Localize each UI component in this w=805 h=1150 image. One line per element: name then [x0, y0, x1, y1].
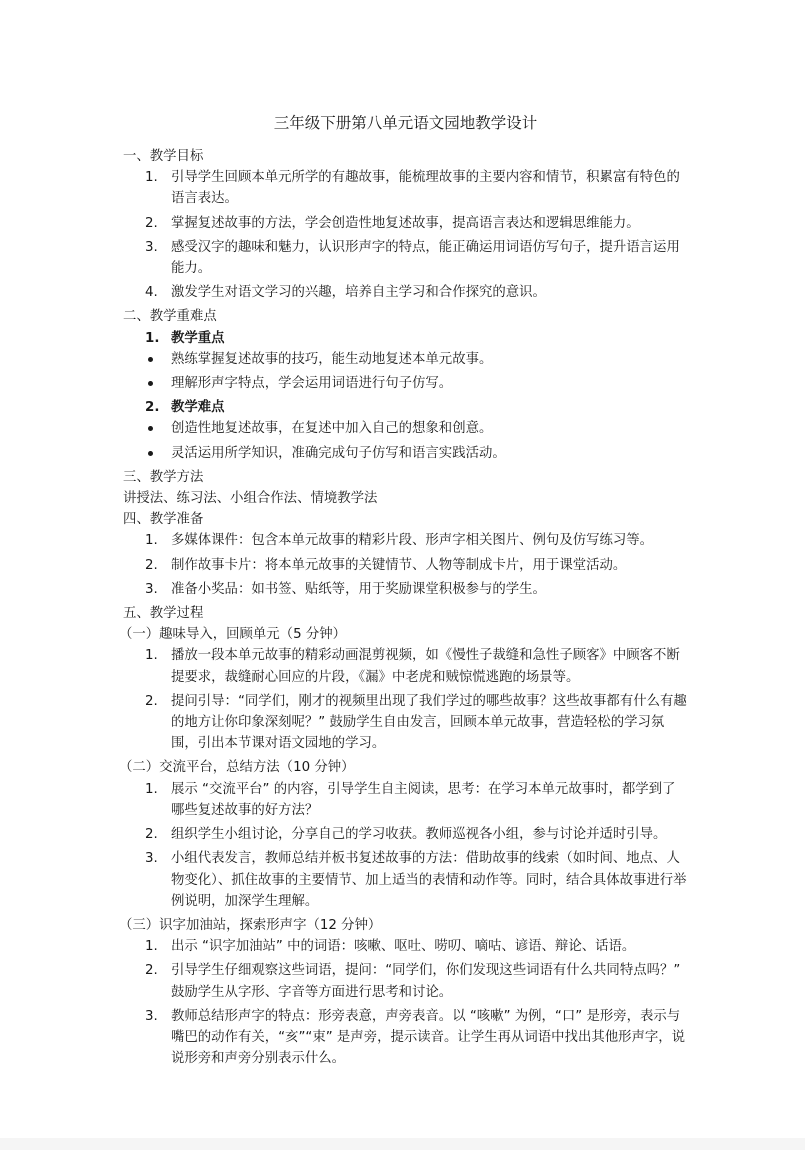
subheading-difficult-points [123, 397, 688, 418]
characters-steps-list [123, 936, 688, 1069]
document-content [119, 112, 688, 1072]
difficult-points-list [123, 418, 688, 463]
item-text: 播放一段本单元故事的精彩动画混剪视频，如《慢性子裁缝和急性子顾客》中顾客不断提要求，裁缝耐心回应的片段，《漏》中老虎和贼惊慌逃跑的场景等。 [171, 648, 680, 685]
item-text: 创造性地复述故事，在复述中加入自己的想象和创意。 [171, 421, 493, 437]
item-text: 引导学生仔细观察这些词语，提问：“同学们，你们发现这些词语有什么共同特点吗？” 鼓励学生从字形、字音等方面进行思考和讨论。 [171, 963, 681, 1000]
list-item [123, 167, 688, 209]
bullet-item [123, 418, 688, 439]
section-heading-key-difficult: 二、教学重难点 [123, 309, 217, 325]
item-number: 1. [145, 939, 158, 955]
item-number: 1. [145, 170, 158, 186]
item-text: 提问引导：“同学们，刚才的视频里出现了我们学过的哪些故事？这些故事都有什么有趣的地方让你印象深刻呢？” 鼓励学生自由发言，回顾本单元故事，营造轻松的学习氛围，引出本节课对语文园地的学习。 [171, 693, 687, 752]
exchange-steps-list [123, 779, 688, 912]
item-number: 1. [145, 330, 160, 346]
section-heading-goals: 一、教学目标 [123, 149, 204, 164]
bullet-item [123, 443, 688, 464]
item-number: 2. [145, 963, 158, 979]
part-heading-characters: （三）识字加油站，探索形声字（12 分钟） [119, 917, 382, 933]
item-number: 1. [145, 781, 158, 797]
bullet-dot-icon [148, 381, 153, 386]
list-item [123, 555, 688, 576]
item-text: 引导学生回顾本单元所学的有趣故事，能梳理故事的主要内容和情节，积累富有特色的语言表达。 [171, 170, 680, 207]
part-heading-exchange: （二）交流平台，总结方法（10 分钟） [119, 760, 355, 776]
page-title: 三年级下册第八单元语文园地教学设计 [273, 114, 538, 132]
item-text: 出示 “识字加油站” 中的词语：咳嗽、呕吐、唠叨、嘀咕、谚语、辩论、话语。 [171, 939, 636, 955]
bullet-dot-icon [148, 426, 153, 431]
methods-text: 讲授法、练习法、小组合作法、情境教学法 [123, 491, 378, 507]
subheading-label: 教学难点 [171, 400, 225, 416]
list-item [123, 960, 688, 1002]
list-item [123, 237, 688, 279]
list-item [123, 282, 688, 303]
item-number: 3. [145, 851, 158, 867]
item-number: 2. [145, 827, 158, 843]
list-item [123, 1006, 688, 1070]
item-text: 小组代表发言，教师总结并板书复述故事的方法：借助故事的线索（如时间、地点、人物变化）、抓住故事的主要情节、加上适当的表情和动作等。同时，结合具体故事进行举例说明，加深学生理解。 [171, 851, 687, 909]
item-number: 2. [145, 557, 158, 573]
item-number: 3. [145, 581, 158, 597]
bullet-item [123, 373, 688, 394]
list-item [123, 213, 688, 234]
list-item [123, 645, 688, 687]
goals-list [123, 167, 688, 303]
list-item [123, 530, 688, 551]
key-points-list [123, 349, 688, 394]
part-heading-intro: （一）趣味导入，回顾单元（5 分钟） [119, 627, 347, 643]
subheading-key-points [123, 328, 688, 349]
item-text: 灵活运用所学知识，准确完成句子仿写和语言实践活动。 [171, 445, 506, 461]
item-text: 掌握复述故事的方法，学会创造性地复述故事，提高语言表达和逻辑思维能力。 [171, 215, 640, 231]
item-number: 2. [145, 400, 160, 416]
item-text: 理解形声字特点，学会运用词语进行句子仿写。 [171, 376, 453, 392]
item-text: 感受汉字的趣味和魅力，认识形声字的特点，能正确运用词语仿写句子，提升语言运用能力。 [171, 239, 680, 277]
item-number: 2. [145, 693, 158, 709]
item-text: 激发学生对语文学习的兴趣，培养自主学习和合作探究的意识。 [171, 285, 546, 301]
item-text: 多媒体课件：包含本单元故事的精彩片段、形声字相关图片、例句及仿写练习等。 [171, 533, 654, 549]
list-item [123, 691, 688, 755]
list-item [123, 779, 688, 821]
item-number: 3. [145, 1008, 158, 1024]
list-item [123, 936, 688, 957]
item-text: 熟练掌握复述故事的技巧，能生动地复述本单元故事。 [171, 351, 493, 367]
subheading-label: 教学重点 [171, 330, 225, 346]
item-number: 1. [145, 648, 158, 664]
list-item [123, 579, 688, 600]
item-text: 准备小奖品：如书签、贴纸等，用于奖励课堂积极参与的学生。 [171, 581, 546, 597]
item-number: 2. [145, 215, 158, 231]
item-text: 展示 “交流平台” 的内容，引导学生自主阅读，思考：在学习本单元故事时，都学到了哪些复述故事的好方法？ [171, 781, 676, 818]
bullet-dot-icon [148, 357, 153, 362]
item-text: 组织学生小组讨论，分享自己的学习收获。教师巡视各小组，参与讨论并适时引导。 [171, 827, 667, 843]
item-number: 3. [145, 239, 158, 255]
preparation-list [123, 530, 688, 600]
item-text: 教师总结形声字的特点：形旁表意，声旁表音。以 “咳嗽” 为例，“口” 是形旁，表示与嘴巴的动作有关，“亥”“束” 是声旁，提示读音。让学生再从词语中找出其他形声字，说说形旁和声旁分别表示什么。 [171, 1008, 686, 1067]
section-heading-preparation: 四、教学准备 [123, 512, 204, 528]
bullet-item [123, 349, 688, 370]
section-heading-methods: 三、教学方法 [123, 469, 204, 485]
item-number: 4. [145, 285, 158, 301]
section-heading-process: 五、教学过程 [123, 606, 204, 622]
list-item [123, 824, 688, 845]
list-item [123, 848, 688, 912]
item-text: 制作故事卡片：将本单元故事的关键情节、人物等制成卡片，用于课堂活动。 [171, 557, 627, 573]
item-number: 1. [145, 533, 158, 549]
bullet-dot-icon [148, 451, 153, 456]
intro-steps-list [123, 645, 688, 754]
